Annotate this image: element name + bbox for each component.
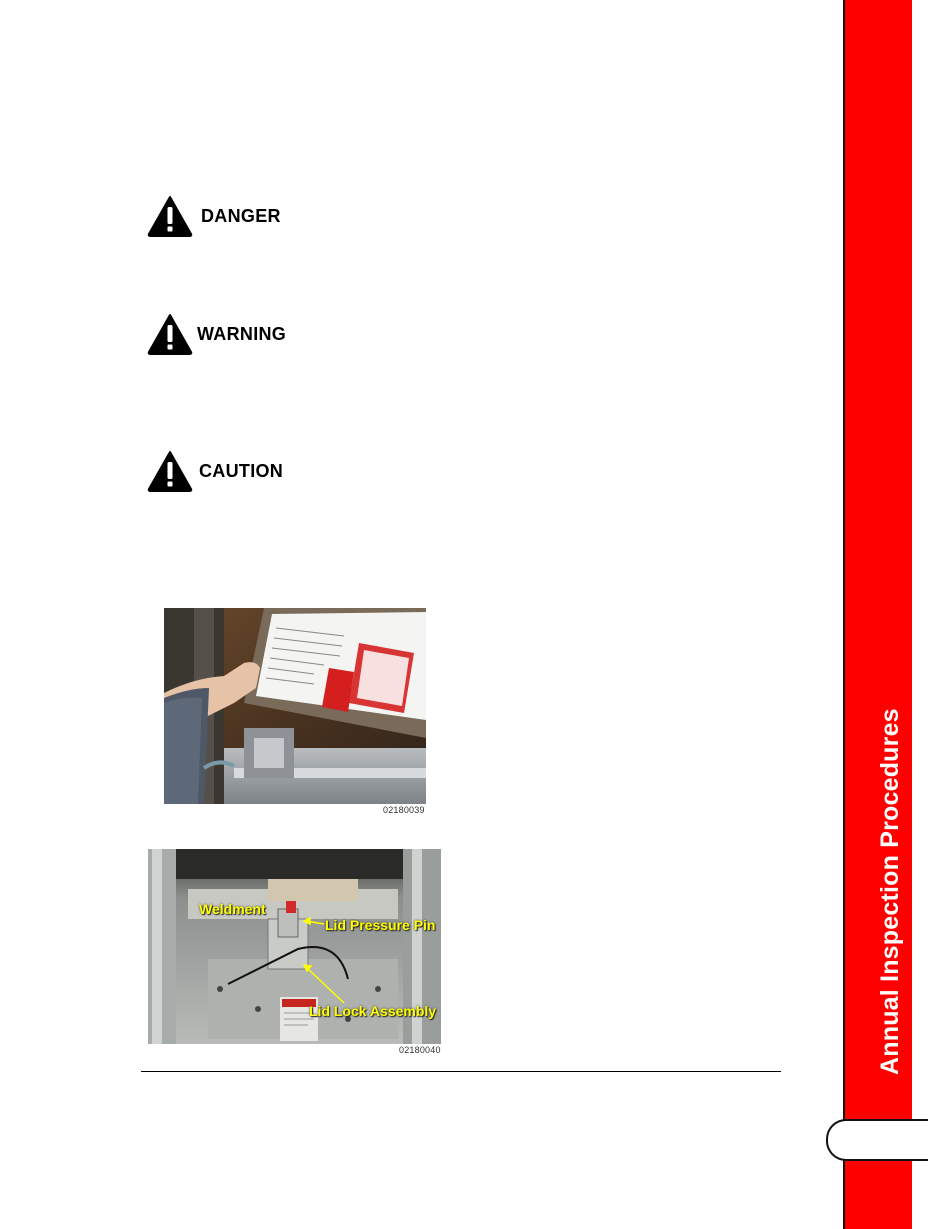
danger-notice bbox=[147, 195, 281, 237]
warning-label: WARNING bbox=[197, 323, 287, 344]
caution-label: CAUTION bbox=[199, 460, 284, 481]
section-title: Annual Inspection Procedures bbox=[876, 708, 904, 1075]
callout-lid-pressure-pin: Lid Pressure Pin bbox=[325, 917, 436, 933]
warning-notice bbox=[147, 313, 286, 355]
warning-triangle-icon bbox=[147, 313, 193, 355]
warning-triangle-icon bbox=[147, 450, 193, 492]
figure-code: 02180039 bbox=[383, 805, 425, 815]
warning-triangle-icon bbox=[147, 195, 193, 237]
page-number-tab bbox=[826, 1119, 928, 1161]
callout-lid-lock-assembly: Lid Lock Assembly bbox=[309, 1003, 437, 1019]
caution-notice bbox=[147, 450, 283, 492]
bottom-rule bbox=[141, 1071, 781, 1072]
danger-label: DANGER bbox=[201, 205, 281, 226]
photo-lid-lift bbox=[164, 608, 426, 804]
callout-weldment: Weldment bbox=[199, 901, 266, 917]
figure-code: 02180040 bbox=[399, 1045, 441, 1055]
